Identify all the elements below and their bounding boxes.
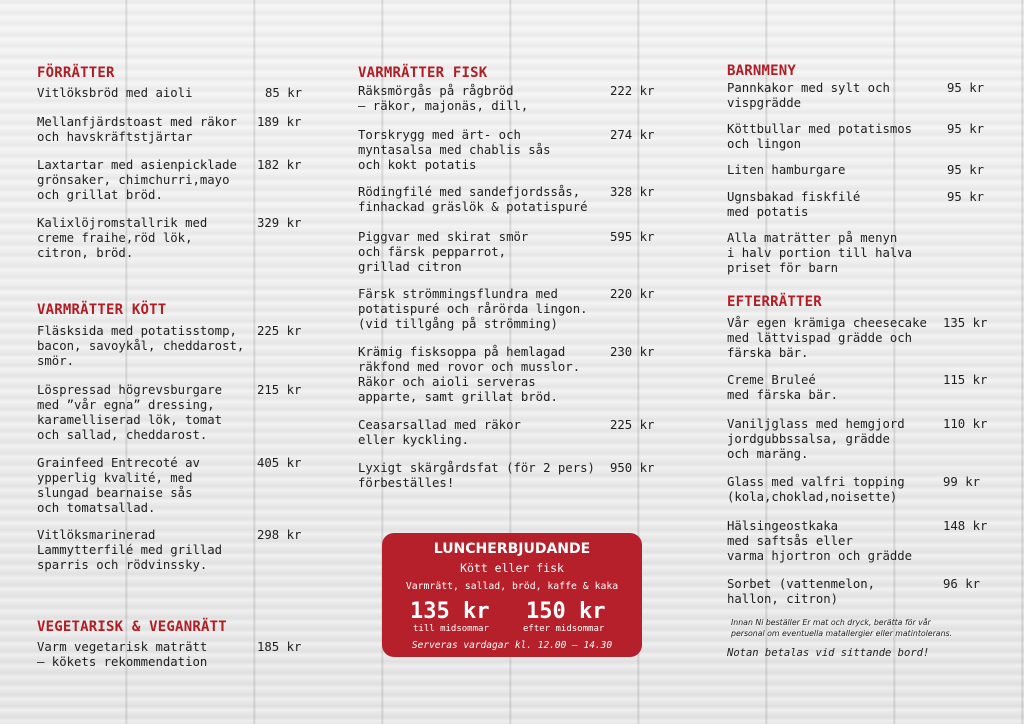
menu-item	[37, 158, 302, 203]
item-price: 230 kr	[610, 345, 655, 359]
item-name: Fläsksida med potatisstomp, bacon, savoykål, cheddarost, smör.	[37, 324, 245, 368]
item-price: 328 kr	[610, 185, 655, 199]
item-price: 135 kr	[943, 316, 988, 330]
heading-varmratter-fisk: VARMRÄTTER FISK	[358, 65, 488, 81]
item-name: Krämig fisksoppa på hemlagad räkfond med rovor och musslor. Räkor och aioli serveras apparte, samt grillat bröd.	[358, 345, 581, 404]
heading-varmratter-kott: VARMRÄTTER KÖTT	[37, 302, 167, 318]
item-name: Torskrygg med ärt- och myntasalsa med chablis sås och kokt potatis	[358, 128, 551, 172]
menu-item	[358, 418, 658, 448]
item-name: Sorbet (vattenmelon, hallon, citron)	[727, 577, 876, 606]
menu-item	[37, 528, 302, 573]
item-price: 225 kr	[610, 418, 655, 432]
item-name: Mellanfjärdstoast med räkor och havskräftstjärtar	[37, 115, 237, 144]
item-name: Alla maträtter på menyn i halv portion till halva priset för barn	[727, 231, 913, 275]
item-name: Löspressad högrevsburgare med ”vår egna” dressing, karamelliserad lök, tomat och sallad, cheddarost.	[37, 383, 223, 442]
item-price: 148 kr	[943, 519, 988, 533]
menu-item	[727, 316, 992, 361]
item-name: Laxtartar med asienpicklade grönsaker, chimchurri,mayo och grillat bröd.	[37, 158, 237, 202]
item-name: Glass med valfri topping (kola,choklad,noisette)	[727, 475, 905, 504]
item-name: Hälsingeostkaka med saftsås eller varma hjortron och grädde	[727, 519, 913, 563]
menu-item	[358, 84, 658, 114]
menu-item	[37, 383, 302, 443]
menu-item	[358, 230, 658, 275]
heading-vegetarisk: VEGETARISK & VEGANRÄTT	[37, 619, 227, 635]
item-price: 215 kr	[257, 383, 302, 397]
menu-item	[37, 115, 302, 145]
item-price: 274 kr	[610, 128, 655, 142]
menu-item	[358, 185, 658, 215]
menu-item	[37, 86, 302, 101]
item-price: 95 kr	[947, 163, 985, 177]
pay-note: Notan betalas vid sittande bord!	[727, 647, 930, 659]
item-name: Lyxigt skärgårdsfat (för 2 pers) förbeställes!	[358, 461, 595, 490]
item-name: Vitlöksbröd med aioli	[37, 86, 193, 100]
item-price: 222 kr	[610, 84, 655, 98]
item-price: 950 kr	[610, 461, 655, 475]
item-price: 595 kr	[610, 230, 655, 244]
item-name: Pannkakor med sylt och vispgrädde	[727, 81, 890, 110]
lunch-includes: Varmrätt, sallad, bröd, kaffe & kaka	[405, 581, 619, 592]
heading-efterratter: EFTERRÄTTER	[727, 294, 822, 310]
item-price: 182 kr	[257, 158, 302, 172]
item-price: 110 kr	[943, 417, 988, 431]
lunch-price-1: 135 kr	[410, 599, 490, 624]
item-price: 225 kr	[257, 324, 302, 338]
item-price: 298 kr	[257, 528, 302, 542]
lunch-price-2: 150 kr	[526, 599, 606, 624]
menu-item	[727, 475, 992, 505]
item-price: 99 kr	[943, 475, 981, 489]
allergy-note: Innan Ni beställer Er mat och dryck, berätta för vår personal om eventuella matallergier eller matintolerans.	[731, 618, 953, 638]
item-name: Ugnsbakad fiskfilé med potatis	[727, 190, 861, 219]
item-price: 95 kr	[947, 81, 985, 95]
menu-item	[358, 287, 658, 332]
item-price: 220 kr	[610, 287, 655, 301]
menu-item	[358, 461, 658, 491]
lunch-price-2-note: efter midsommar	[523, 624, 605, 634]
heading-forratter: FÖRRÄTTER	[37, 65, 115, 81]
item-price: 405 kr	[257, 456, 302, 470]
menu-item	[727, 417, 992, 462]
lunch-title: LUNCHERBJUDANDE	[433, 541, 591, 557]
menu-item	[727, 81, 992, 111]
menu-item	[727, 373, 992, 403]
menu-item	[358, 345, 658, 405]
item-name: Rödingfilé med sandefjordssås, finhackad gräslök & potatispuré	[358, 185, 588, 214]
lunch-offer-box	[382, 533, 642, 657]
item-price: 95 kr	[947, 122, 985, 136]
item-price: 185 kr	[257, 640, 302, 654]
item-name: Färsk strömmingsflundra med potatispuré och rårörda lingon. (vid tillgång på strömming)	[358, 287, 588, 331]
item-price: 96 kr	[943, 577, 981, 591]
kids-half-portion-note	[727, 231, 992, 276]
heading-barnmeny: BARNMENY	[727, 63, 797, 79]
item-name: Piggvar med skirat smör och färsk pepparrot, grillad citron	[358, 230, 529, 274]
menu-item	[727, 577, 992, 607]
item-price: 95 kr	[947, 190, 985, 204]
item-name: Vaniljglass med hemgjord jordgubbssalsa, grädde och maräng.	[727, 417, 905, 461]
item-name: Creme Bruleé med färska bär.	[727, 373, 839, 402]
menu-item	[37, 216, 302, 261]
menu-item	[358, 128, 658, 173]
item-name: Ceasarsallad med räkor eller kyckling.	[358, 418, 521, 447]
menu-item	[37, 324, 302, 369]
item-price: 189 kr	[257, 115, 302, 129]
menu-item	[727, 190, 992, 220]
menu-item	[727, 122, 992, 152]
item-price: 85 kr	[265, 86, 303, 100]
item-price: 329 kr	[257, 216, 302, 230]
item-name: Kalixlöjromstallrik med creme fraihe,röd lök, citron, bröd.	[37, 216, 208, 260]
item-name: Köttbullar med potatismos och lingon	[727, 122, 913, 151]
menu-item	[37, 640, 302, 670]
item-name: Vår egen krämiga cheesecake med lättvispad grädde och färska bär.	[727, 316, 927, 360]
menu-item	[727, 519, 992, 564]
item-name: Liten hamburgare	[727, 163, 846, 177]
item-name: Vitlöksmarinerad Lammytterfilé med grillad sparris och rödvinssky.	[37, 528, 223, 572]
menu-item	[727, 163, 992, 178]
menu-item	[37, 456, 302, 516]
item-name: Varm vegetarisk maträtt – kökets rekommendation	[37, 640, 208, 669]
item-price: 115 kr	[943, 373, 988, 387]
item-name: Grainfeed Entrecoté av ypperlig kvalité, med slungad bearnaise sås och tomatsallad.	[37, 456, 200, 515]
lunch-subtitle: Kött eller fisk	[460, 561, 564, 575]
item-name: Räksmörgås på rågbröd – räkor, majonäs, dill,	[358, 84, 529, 113]
lunch-price-1-note: till midsommar	[413, 624, 489, 634]
lunch-served: Serveras vardagar kl. 12.00 – 14.30	[411, 640, 613, 651]
